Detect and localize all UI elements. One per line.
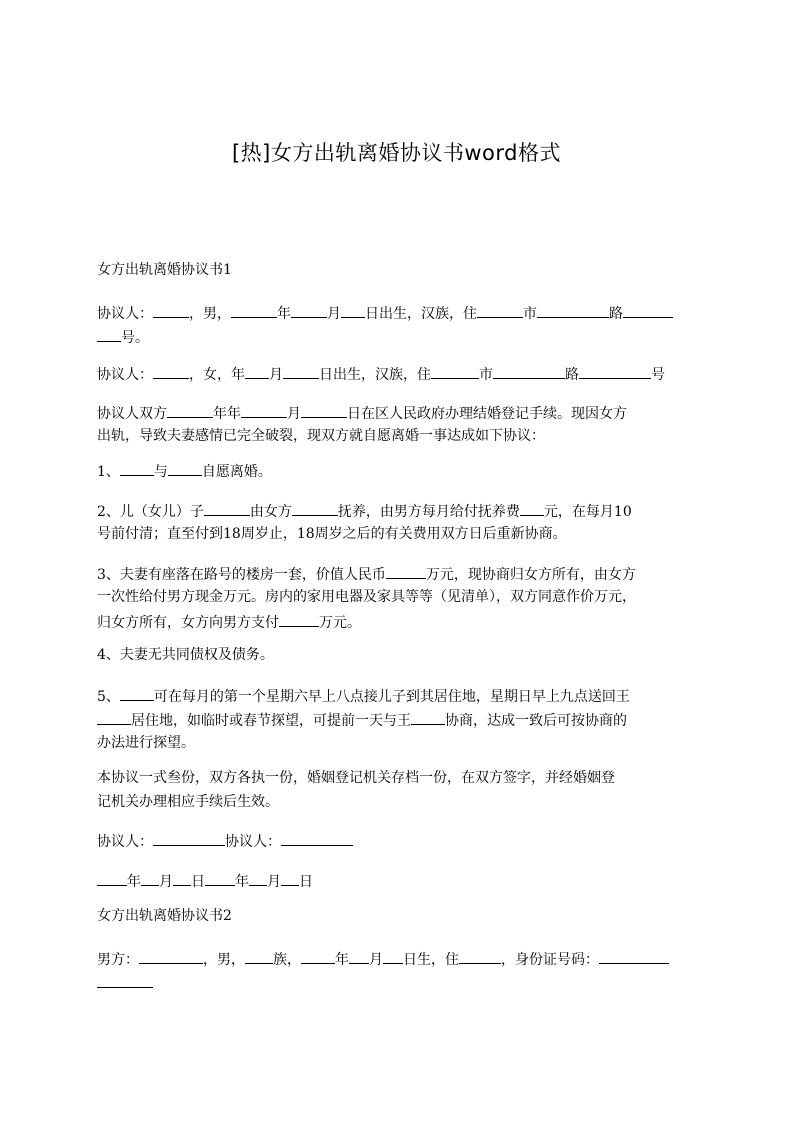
document-title: [热]女方出轨离婚协议书word格式 [231,141,561,165]
clause-3: 3、夫妻有座落在路号的楼房一套，价值人民币 万元，现协商归女方所有，由女方 一次性给付男方现金万元。房内的家用电器及家具等等（见清单），双方同意作价万元， 归女方所有，女方向男方支付 万元。 [97,561,701,633]
copies-paragraph: 本协议一式叁份，双方各执一份，婚姻登记机关存档一份，在双方签字，并经婚姻登 记机关办理相应手续后生效。 [97,770,615,810]
clause-5: 5、 可在每月的第一个星期六早上八点接儿子到其居住地，星期日早上九点送回王 居住地，如临时或春节探望，可提前一天与王 协商，达成一致后可按协商的 办法进行探望。 [97,683,701,755]
clause-2: 2、儿（女儿）子 由女方 抚养，由男方每月给付抚养费 元，在每月10 号前付清；直至付到18周岁止，18周岁之后的有关费用双方日后重新协商。 [97,498,701,546]
marriage-paragraph: 协议人双方 年年 月 日在区人民政府办理结婚登记手续。现因女方 出轨，导致夫妻感情已完全破裂，现双方就自愿离婚一事达成如下协议： [97,400,701,448]
clause-1: 1、 与 自愿离婚。 [97,458,701,482]
section2-heading: 女方出轨离婚协议书2 [97,908,232,924]
clause-4: 4、夫妻无共同债权及债务。 [97,647,274,663]
date-line: 年 月 日 年 月 日 [97,868,701,892]
husband-paragraph: 男方： ，男， 族， 年 月 日生，住 ，身份证号码： [97,946,701,994]
party2-paragraph: 协议人： ，女，年 月 日出生，汉族，住 市 路 号 [97,361,701,385]
signature-line: 协议人： 协议人： [97,828,701,852]
section1-heading: 女方出轨离婚协议书1 [97,262,232,278]
party1-paragraph: 协议人： ，男， 年 月 日出生，汉族，住 市 路 号。 [97,300,701,348]
